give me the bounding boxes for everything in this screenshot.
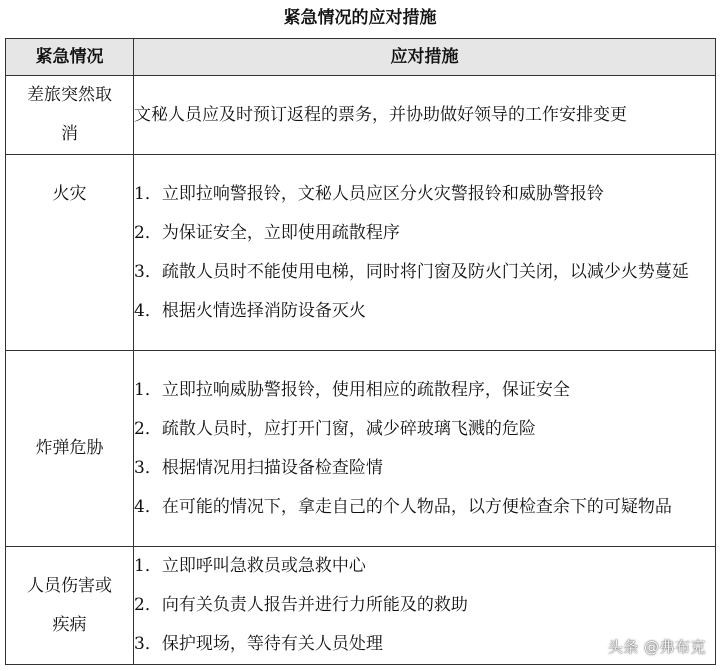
measure-item: 4．根据火情选择消防设备灭火 <box>134 300 366 321</box>
measures-cell <box>134 351 716 547</box>
situation-cell <box>6 547 134 665</box>
measure-item: 2．为保证安全，立即使用疏散程序 <box>134 222 400 243</box>
measure-item: 2．疏散人员时，应打开门窗，减少碎玻璃飞溅的危险 <box>134 418 536 439</box>
header-situation: 紧急情况 <box>6 39 134 76</box>
situation-text: 人员伤害或 <box>27 575 112 596</box>
measure-item: 2．向有关负责人报告并进行力所能及的救助 <box>134 595 468 615</box>
measure-item: 3．保护现场，等待有关人员处理 <box>134 634 383 654</box>
table-header-row <box>6 39 716 76</box>
measure-item: 3．根据情况用扫描设备检查险情 <box>134 457 383 478</box>
situation-text: 炸弹危胁 <box>35 438 104 458</box>
measure-item: 1．立即拉响警报铃，文秘人员应区分火灾警报铃和威胁警报铃 <box>134 183 604 204</box>
situation-text: 火灾 <box>52 184 87 204</box>
table-row <box>6 76 716 155</box>
situation-cell <box>6 76 134 155</box>
measure-item: 1．立即呼叫急救员或急救中心 <box>134 556 366 576</box>
situation-cell <box>6 155 134 351</box>
measure-item: 1．立即拉响威胁警报铃，使用相应的疏散程序，保证安全 <box>134 379 570 400</box>
document-title: 紧急情况的应对措施 <box>283 8 437 28</box>
header-measures: 应对措施 <box>134 39 716 76</box>
emergency-measures-table <box>5 38 716 665</box>
measure-item: 3．疏散人员时不能使用电梯，同时将门窗及防火门关闭，以减少火势蔓延 <box>134 261 689 282</box>
measures-cell <box>134 155 716 351</box>
situation-text: 消 <box>61 124 78 144</box>
table-row <box>6 155 716 351</box>
measure-item: 文秘人员应及时预订返程的票务，并协助做好领导的工作安排变更 <box>134 104 627 125</box>
watermark-text: 头条 @弗布克 <box>607 638 706 656</box>
situation-text: 疾病 <box>52 614 87 635</box>
table-row <box>6 351 716 547</box>
measures-cell <box>134 76 716 155</box>
situation-text: 差旅突然取 <box>27 85 112 105</box>
measure-item: 4．在可能的情况下，拿走自己的个人物品，以方便检查余下的可疑物品 <box>134 496 672 517</box>
situation-cell <box>6 351 134 547</box>
